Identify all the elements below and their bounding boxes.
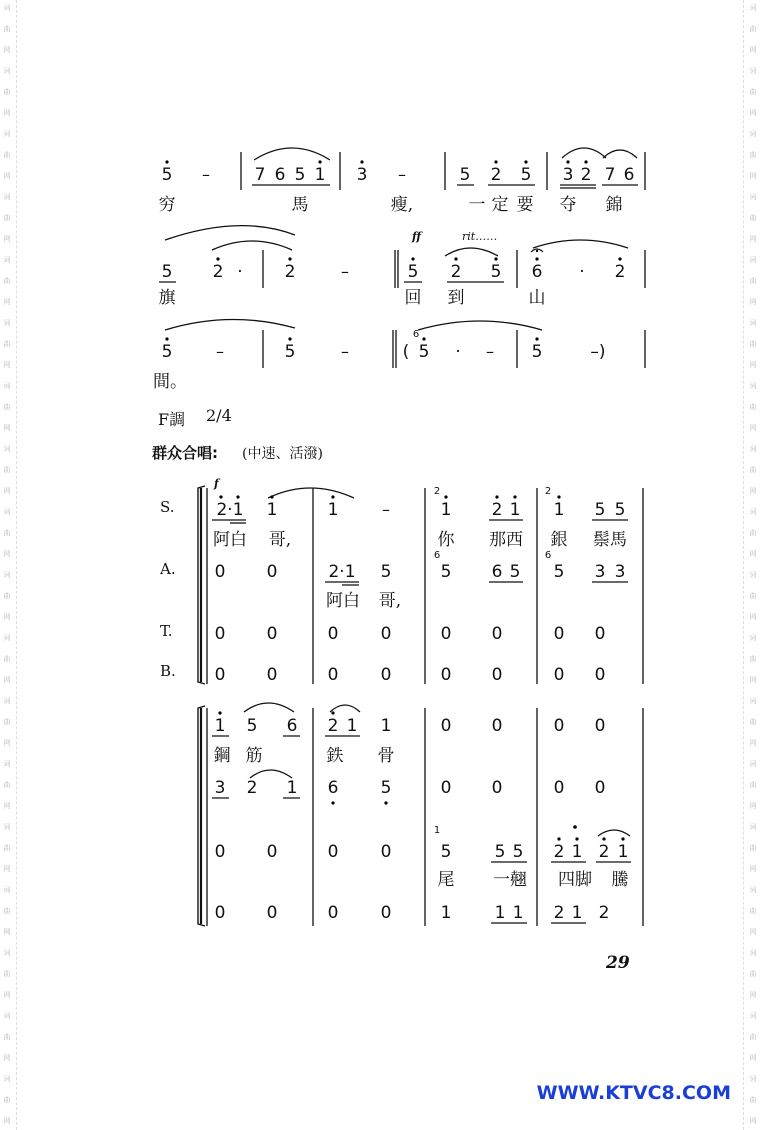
watermark-char: 词 [749,697,757,705]
watermark-char: 词 [749,823,757,831]
watermark-char: 词 [3,823,11,831]
note: 5 [161,165,173,185]
tempo-marking: (中速、活潑) [242,446,323,462]
watermark-char: 网 [749,928,757,936]
choir-system-1 [159,477,643,685]
watermark-char: 网 [3,865,11,873]
dash-paren: –) [590,342,606,362]
note: 5 [407,262,419,282]
note: 0 [553,624,565,644]
watermark-char: 曲 [3,529,11,537]
lyric: 哥, [378,591,402,611]
note: 0 [327,624,339,644]
note: 0 [266,665,278,685]
note: 0 [214,562,226,582]
note: 0 [327,665,339,685]
note: 1 [617,842,629,862]
note: 2 [598,842,610,862]
watermark-char: 词 [3,382,11,390]
watermark-char: 曲 [3,25,11,33]
key-signature: F調 [158,410,186,429]
watermark-char: 曲 [749,25,757,33]
watermark-char: 网 [749,487,757,495]
lyric: 夺 [559,195,577,215]
watermark-char: 网 [3,676,11,684]
watermark-char: 曲 [749,151,757,159]
watermark-char: 曲 [749,88,757,96]
note: 6 [531,262,543,282]
note: 2 [212,262,224,282]
note: 0 [491,778,503,798]
watermark-char: 曲 [3,1096,11,1104]
lyric: 鋼 [213,746,231,766]
note: 5 [380,778,392,798]
watermark-char: 网 [749,676,757,684]
watermark-char: 网 [749,739,757,747]
grace-note: 2 [544,486,552,497]
watermark-char: 网 [3,487,11,495]
watermark-char: 曲 [3,214,11,222]
grace-note: 6 [412,329,420,340]
part-label-soprano: S. [160,498,175,516]
watermark-char: 曲 [749,466,757,474]
note: 1 [266,500,278,520]
choir-system-2 [198,703,643,926]
watermark-char: 曲 [749,1096,757,1104]
watermark-char: 词 [3,130,11,138]
note: 1 [214,716,226,736]
watermark-char: 词 [749,256,757,264]
note: 5 [494,842,506,862]
lyric: 一翹 [493,870,527,890]
note: 5 [512,842,524,862]
note: 2·1 [216,500,244,520]
lyric: 你 [437,530,455,550]
watermark-char: 词 [3,193,11,201]
note: 0 [380,665,392,685]
note: 0 [266,624,278,644]
lyric: 山 [528,288,546,308]
watermark-char: 曲 [3,718,11,726]
site-logo [537,1082,731,1104]
note: 5 [161,262,173,282]
note: 1 [314,165,326,185]
note: 2 [327,716,339,736]
note: 5 [418,342,430,362]
note: 0 [266,562,278,582]
watermark-char: 词 [749,1012,757,1020]
watermark-char: 词 [3,445,11,453]
watermark-char: 曲 [3,781,11,789]
site-url: WWW.KTVC8.COM [536,1082,731,1104]
watermark-char: 词 [749,130,757,138]
watermark-char: 网 [3,298,11,306]
lyric: 穷 [158,195,176,215]
watermark-char: 网 [3,172,11,180]
watermark-char: 词 [3,67,11,75]
dynamic-f: f [214,477,219,490]
lyric: 騰 [611,870,629,890]
watermark-char: 网 [3,550,11,558]
note: 2 [491,500,503,520]
watermark-char: 网 [3,46,11,54]
note: 1 [512,903,524,923]
watermark-char: 曲 [749,781,757,789]
note: 6 [286,716,298,736]
watermark-char: 网 [749,613,757,621]
watermark-char: 曲 [749,655,757,663]
watermark-char: 曲 [749,214,757,222]
note: 2 [284,262,296,282]
watermark-char: 词 [3,571,11,579]
watermark-char: 网 [3,1054,11,1062]
note: 1 [494,903,506,923]
watermark-char: 网 [3,991,11,999]
note: 2 [598,903,610,923]
note: 0 [440,778,452,798]
note: 0 [440,624,452,644]
lyric: 那西 [489,530,523,550]
dash: – [341,342,349,361]
note: 5 [490,262,502,282]
watermark-char: 网 [749,361,757,369]
note: 3 [594,562,606,582]
note: 5 [614,500,626,520]
watermark-char: 曲 [749,970,757,978]
system-3 [153,319,645,392]
watermark-char: 词 [749,760,757,768]
note: 1 [440,500,452,520]
note: 2 [553,903,565,923]
note: 0 [327,903,339,923]
watermark-char: 网 [3,613,11,621]
watermark-char: 词 [749,634,757,642]
grace-note: 6 [544,550,552,561]
note: 2·1 [328,562,356,582]
watermark-char: 词 [3,256,11,264]
watermark-char: 词 [3,1012,11,1020]
watermark-char: 词 [3,697,11,705]
note: 6 [623,165,635,185]
note: 5 [594,500,606,520]
lyric: 骨 [377,746,395,766]
note: 5 [520,165,532,185]
grace-note: 2 [433,486,441,497]
lyric: 錦 [605,195,623,215]
lyric: 回 [404,288,422,308]
note: 0 [553,716,565,736]
note: 6 [274,165,286,185]
note: 6 [491,562,503,582]
note: 2 [246,778,258,798]
note: 1 [571,903,583,923]
watermark-char: 词 [749,382,757,390]
note: 1 [346,716,358,736]
watermark-char: 网 [749,235,757,243]
note: 0 [380,903,392,923]
note: 5 [161,342,173,362]
part-label-bass: B. [160,662,176,680]
note: 3 [356,165,368,185]
watermark-char: 词 [749,949,757,957]
note: 1 [440,903,452,923]
grace-note: 1 [433,825,441,836]
watermark-char: 网 [3,361,11,369]
watermark-char: 词 [749,193,757,201]
note: 5 [246,716,258,736]
watermark-char: 网 [749,1117,757,1125]
watermark-char: 网 [749,802,757,810]
lyric: 阿白 [213,530,247,550]
note: 5 [440,842,452,862]
dash: – [382,500,390,519]
note: 3 [562,165,574,185]
note: 5 [380,562,392,582]
watermark-char: 网 [749,1054,757,1062]
note: 0 [594,624,606,644]
note: 5 [294,165,306,185]
note: 0 [553,665,565,685]
note: 2 [553,842,565,862]
note: 5 [440,562,452,582]
watermark-char: 词 [749,1075,757,1083]
watermark-char: 曲 [3,88,11,96]
watermark-char: 网 [3,424,11,432]
dot: · [579,262,585,282]
watermark-char: 词 [3,319,11,327]
watermark-char: 曲 [3,340,11,348]
watermark-char: 网 [3,802,11,810]
lyric: 銀 [550,530,568,550]
note: 2 [580,165,592,185]
note: 2 [490,165,502,185]
lyric: 到 [447,288,465,308]
watermark-char: 网 [749,109,757,117]
dash: – [398,165,406,184]
watermark-char: 网 [3,1117,11,1125]
watermark-char: 词 [749,67,757,75]
system-1 [159,148,646,215]
dynamic-ff: ff [412,230,422,243]
note: 5 [509,562,521,582]
watermark-char: 词 [3,634,11,642]
page-number: 29 [606,953,630,973]
note: 5 [531,342,543,362]
note: 1 [509,500,521,520]
lyric: 定 [491,195,509,215]
note: 0 [266,903,278,923]
note: 0 [214,842,226,862]
watermark-char: 网 [749,865,757,873]
note: 0 [491,716,503,736]
watermark-char: 曲 [749,277,757,285]
time-signature: 2/4 [206,406,232,425]
dash: – [202,165,210,184]
watermark-char: 词 [3,949,11,957]
system-2 [159,226,646,308]
note: 0 [594,716,606,736]
watermark-char: 词 [3,508,11,516]
note: 0 [380,842,392,862]
watermark-char: 网 [749,46,757,54]
note: 0 [266,842,278,862]
note: 7 [604,165,616,185]
watermark-char: 曲 [749,907,757,915]
watermark-char: 网 [749,991,757,999]
lyric: 鬃馬 [593,530,627,550]
dot: · [455,342,461,362]
lyric: 筋 [245,746,263,766]
note: 0 [553,778,565,798]
watermark-char: 曲 [749,340,757,348]
note: 1 [380,716,392,736]
watermark-char: 曲 [3,466,11,474]
dash: – [216,342,224,361]
slur [254,148,330,160]
watermark-char: 词 [749,571,757,579]
grace-note: 6 [433,550,441,561]
note: 0 [491,665,503,685]
watermark-char: 词 [749,886,757,894]
watermark-char: 曲 [3,655,11,663]
note: 5 [459,165,471,185]
lyric: 鉄 [326,746,344,766]
note: 0 [594,778,606,798]
note: 1 [286,778,298,798]
lyric: 馬 [291,195,309,215]
lyric: 一 [468,195,486,215]
note: 0 [594,665,606,685]
watermark-char: 词 [749,4,757,12]
dot: · [237,262,243,282]
dash: – [486,342,494,361]
watermark-char: 曲 [749,592,757,600]
watermark-char: 曲 [3,403,11,411]
note: 0 [491,624,503,644]
lyric: 要 [516,195,534,215]
note: 0 [380,624,392,644]
watermark-char: 网 [749,424,757,432]
watermark-char: 曲 [749,1033,757,1041]
watermark-char: 网 [3,928,11,936]
note: 1 [571,842,583,862]
watermark-char: 曲 [749,844,757,852]
note: 0 [214,903,226,923]
note: 0 [440,665,452,685]
lyric: 尾 [437,870,455,890]
lyric: 阿白 [326,591,360,611]
watermark-char: 曲 [749,718,757,726]
watermark-char: 词 [749,445,757,453]
paren: ( [402,342,410,362]
watermark-char: 曲 [3,277,11,285]
dash: – [341,262,349,281]
note: 1 [553,500,565,520]
watermark-char: 曲 [3,844,11,852]
watermark-char: 网 [3,235,11,243]
note: 5 [284,342,296,362]
watermark-char: 网 [749,298,757,306]
note: 3 [614,562,626,582]
note: 0 [440,716,452,736]
note: 1 [327,500,339,520]
watermark-char: 曲 [3,592,11,600]
watermark-char: 曲 [749,403,757,411]
watermark-char: 网 [3,739,11,747]
note: 2 [614,262,626,282]
lyric: 四脚 [558,870,592,890]
watermark-char: 词 [3,886,11,894]
watermark-char: 曲 [749,529,757,537]
note: 5 [553,562,565,582]
watermark-char: 词 [749,508,757,516]
watermark-char: 网 [749,550,757,558]
watermark-char: 曲 [3,970,11,978]
watermark-char: 网 [749,172,757,180]
note: 3 [214,778,226,798]
lyric: 旗 [158,288,176,308]
watermark-char: 词 [3,760,11,768]
section-title: 群众合唱: [152,444,218,462]
ritardando: rit…… [462,230,498,243]
note: 0 [214,665,226,685]
watermark-char: 曲 [3,151,11,159]
note: 6 [327,778,339,798]
watermark-char: 曲 [3,1033,11,1041]
note: 0 [327,842,339,862]
watermark-char: 词 [3,4,11,12]
watermark-char: 词 [749,319,757,327]
watermark-char: 网 [3,109,11,117]
part-label-alto: A. [160,560,176,578]
lyric: 瘦, [390,195,414,215]
note: 2 [450,262,462,282]
note: 0 [214,624,226,644]
note: 7 [254,165,266,185]
part-label-tenor: T. [160,622,173,640]
watermark-char: 曲 [3,907,11,915]
watermark-char: 词 [3,1075,11,1083]
lyric: 哥, [268,530,292,550]
lyric: 間。 [153,372,187,392]
